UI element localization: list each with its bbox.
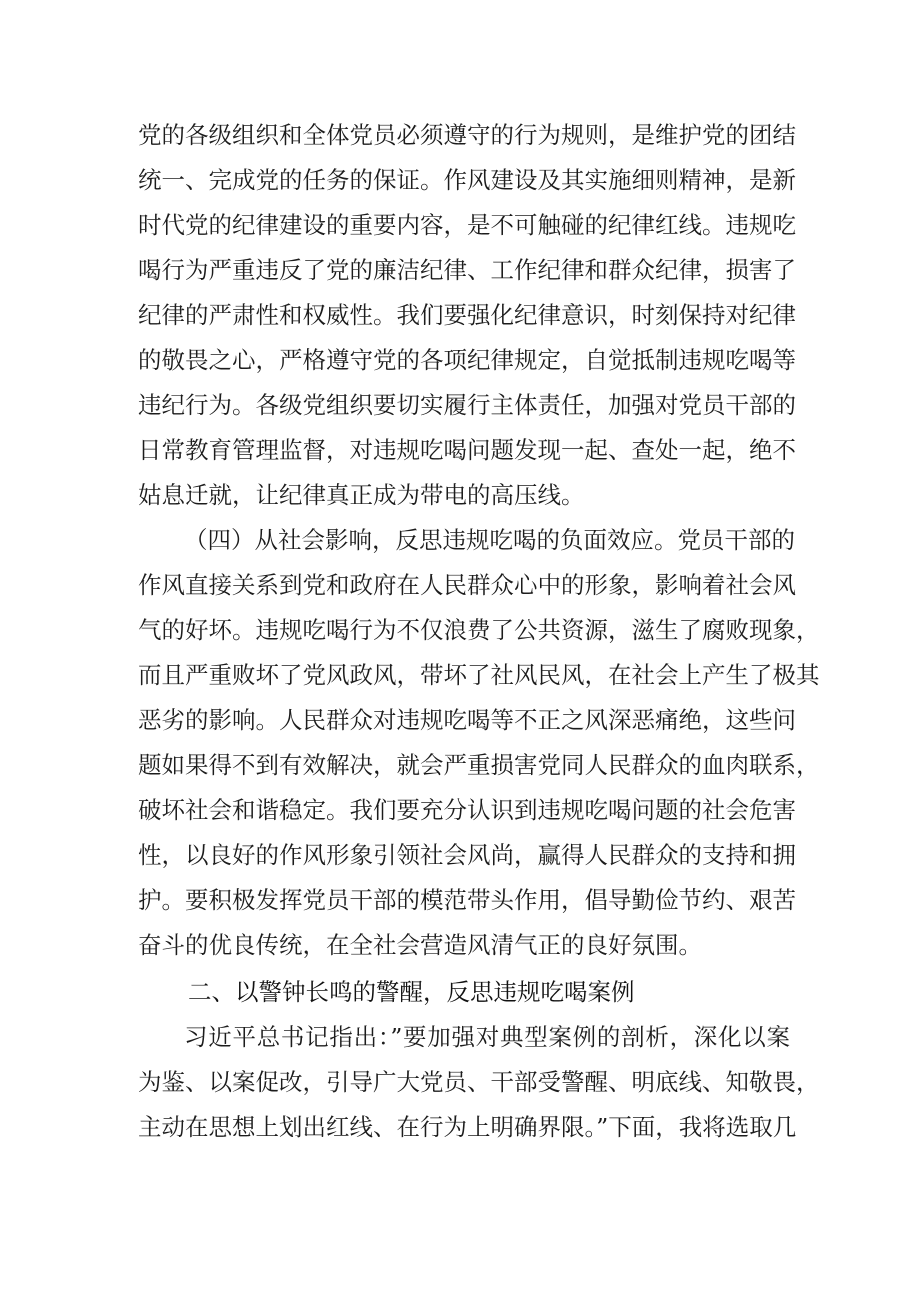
paragraph-line: 恶劣的影响。人民群众对违规吃喝等不正之风深恶痛绝，这些问	[138, 706, 796, 734]
paragraph-line: 气的好坏。违规吃喝行为不仅浪费了公共资源，滋生了腐败现象，	[138, 616, 820, 644]
paragraph-line: 党的各级组织和全体党员必须遵守的行为规则，是维护党的团结	[138, 121, 796, 149]
paragraph-line: 护。要积极发挥党员干部的模范带头作用，倡导勤俭节约、艰苦	[138, 886, 796, 914]
paragraph-line: 的敬畏之心，严格遵守党的各项纪律规定，自觉抵制违规吃喝等	[138, 346, 796, 374]
paragraph-line: 性，以良好的作风形象引领社会风尚，赢得人民群众的支持和拥	[138, 841, 796, 869]
paragraph-line: 纪律的严肃性和权威性。我们要强化纪律意识，时刻保持对纪律	[138, 301, 796, 329]
paragraph-line: 姑息迁就，让纪律真正成为带电的高压线。	[138, 481, 585, 509]
paragraph-line: 奋斗的优良传统，在全社会营造风清气正的良好氛围。	[138, 931, 702, 959]
paragraph-line: 喝行为严重违反了党的廉洁纪律、工作纪律和群众纪律，损害了	[138, 256, 796, 284]
paragraph-line: 题如果得不到有效解决，就会严重损害党同人民群众的血肉联系，	[138, 751, 820, 779]
paragraph-line: 破坏社会和谐稳定。我们要充分认识到违规吃喝问题的社会危害	[138, 796, 796, 824]
paragraph-line: 日常教育管理监督，对违规吃喝问题发现一起、查处一起，绝不	[138, 436, 796, 464]
paragraph-line: 作风直接关系到党和政府在人民群众心中的形象，影响着社会风	[138, 571, 796, 599]
paragraph-line: 时代党的纪律建设的重要内容，是不可触碰的纪律红线。违规吃	[138, 211, 796, 239]
paragraph-line: 统一、完成党的任务的保证。作风建设及其实施细则精神，是新	[138, 166, 796, 194]
paragraph-line: 主动在思想上划出红线、在行为上明确界限。”下面，我将选取几	[138, 1113, 797, 1141]
paragraph-line: 习近平总书记指出：”要加强对典型案例的剖析，深化以案	[184, 1023, 790, 1051]
paragraph-line: 违纪行为。各级党组织要切实履行主体责任，加强对党员干部的	[138, 391, 796, 419]
paragraph-line: 为鉴、以案促改，引导广大党员、干部受警醒、明底线、知敬畏，	[138, 1068, 820, 1096]
section-heading: 二、以警钟长鸣的警醒，反思违规吃喝案例	[188, 978, 635, 1006]
paragraph-line: 而且严重败坏了党风政风，带坏了社风民风，在社会上产生了极其	[138, 661, 820, 689]
paragraph-line: （四）从社会影响，反思违规吃喝的负面效应。党员干部的	[184, 526, 795, 554]
